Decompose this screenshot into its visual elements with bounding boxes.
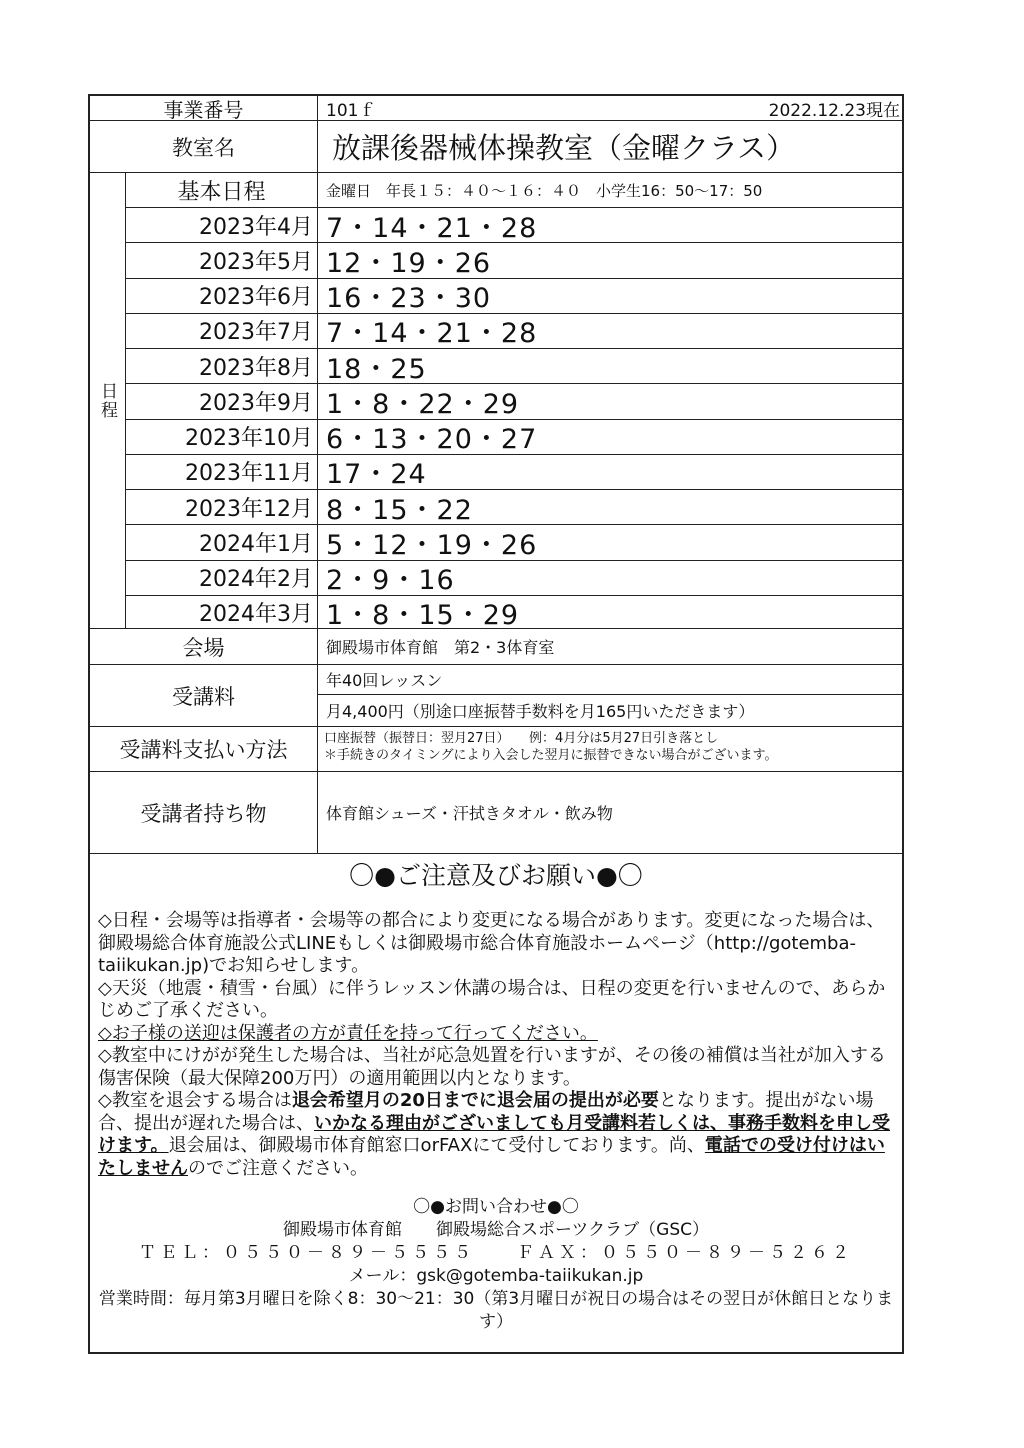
fee-lessons: 年40回レッスン — [318, 665, 902, 695]
schedule-row — [126, 455, 902, 490]
schedule-row — [126, 525, 902, 560]
schedule-month: 2024年3月 — [126, 596, 318, 629]
belongings-label: 受講者持ち物 — [90, 772, 318, 853]
schedule-month: 2023年4月 — [126, 208, 318, 242]
schedule-days: 6・13・20・27 — [326, 424, 538, 456]
schedule-month: 2023年10月 — [126, 420, 318, 454]
belongings-row — [90, 772, 902, 854]
class-name-value: 放課後器械体操教室（金曜クラス） — [332, 131, 796, 165]
schedule-row — [126, 314, 902, 349]
schedule-row — [126, 420, 902, 455]
schedule-days: 5・12・19・26 — [326, 529, 538, 561]
belongings-value: 体育館シューズ・汗拭きタオル・飲み物 — [326, 804, 613, 823]
notice-pickup: ◇お子様の送迎は保護者の方が責任を持って行ってください。 — [98, 1022, 598, 1044]
schedule-days: 12・19・26 — [326, 247, 492, 279]
class-name-row — [90, 121, 902, 173]
schedule-row — [126, 561, 902, 596]
contact-section — [98, 1196, 894, 1334]
schedule-row — [126, 349, 902, 384]
as-of-date: 2022.12.23現在 — [768, 100, 900, 121]
payment-label: 受講料支払い方法 — [90, 727, 318, 771]
schedule-days: 2・9・16 — [326, 565, 455, 597]
schedule-month: 2023年5月 — [126, 243, 318, 277]
schedule-days: 7・14・21・28 — [326, 318, 538, 350]
schedule-days: 1・8・15・29 — [326, 599, 520, 631]
schedule-month: 2023年7月 — [126, 314, 318, 348]
fee-label: 受講料 — [90, 665, 318, 726]
basic-schedule-row — [126, 173, 902, 208]
schedule-row — [126, 208, 902, 243]
contact-phones: ＴＥＬ：０５５０－８９－５５５５ ＦＡＸ：０５５０－８９－５２６２ — [139, 1243, 853, 1263]
schedule-month: 2023年11月 — [126, 455, 318, 489]
schedule-month: 2023年6月 — [126, 279, 318, 313]
contact-email: メール：gsk@gotemba-taiikukan.jp — [348, 1266, 644, 1286]
schedule-side-label: 日程 — [90, 173, 126, 628]
payment-row — [90, 727, 902, 772]
schedule-month: 2024年1月 — [126, 525, 318, 559]
notice-weather: ◇天災（地震・積雪・台風）に伴うレッスン休講の場合は、日程の変更を行いませんので、あらかじめご了承ください。 — [98, 977, 886, 1021]
business-number-cell — [318, 96, 902, 120]
contact-title: 〇●お問い合わせ●〇 — [413, 1197, 579, 1217]
schedule-month: 2023年12月 — [126, 490, 318, 524]
schedule-days: 1・8・22・29 — [326, 388, 520, 420]
basic-schedule-value: 金曜日 年長１５：４０～１６：４０ 小学生16：50～17：50 — [326, 181, 763, 200]
class-name-label: 教室名 — [90, 121, 318, 172]
venue-value: 御殿場市体育館 第2・3体育室 — [326, 638, 555, 657]
schedule-row — [126, 596, 902, 629]
schedule-days: 16・23・30 — [326, 283, 492, 315]
payment-value — [318, 730, 902, 771]
schedule-days: 8・15・22 — [326, 494, 473, 526]
schedule-days: 18・25 — [326, 353, 427, 385]
schedule-row — [126, 243, 902, 278]
schedule-month: 2023年8月 — [126, 349, 318, 383]
enrollment-sheet — [88, 94, 904, 1354]
schedule-month: 2023年9月 — [126, 384, 318, 418]
payment-method: 口座振替（振替日：翌月27日） 例：4月分は5月27日引き落とし — [324, 731, 719, 746]
notice-withdrawal: ◇教室を退会する場合は退会希望月の20日までに退会届の提出が必要となります。提出がない場合、提出が遅れた場合は、いかなる理由がございましても月受講料若しくは、事務手数料を申し受けます。退会届は、御殿場市体育館窓口orFAXにて受付しております。尚、電話での受け付けはいたしませんのでご注意ください。 — [98, 1090, 890, 1179]
venue-label: 会場 — [90, 629, 318, 664]
schedule-days: 17・24 — [326, 459, 427, 491]
schedule-row — [126, 384, 902, 419]
venue-row — [90, 629, 902, 665]
payment-note: ＊手続きのタイミングにより入会した翌月に振替できない場合がございます。 — [324, 748, 778, 763]
business-number-label: 事業番号 — [90, 96, 318, 120]
notice-schedule-change: ◇日程・会場等は指導者・会場等の都合により変更になる場合があります。変更になった場合は、御殿場総合体育施設公式LINEもしくは御殿場市総合体育施設ホームページ（http://gotemba-taiikukan.jp)でお知らせします。 — [98, 910, 885, 976]
schedule-row — [126, 490, 902, 525]
business-number-row — [90, 96, 902, 121]
business-number-value: 101ｆ — [326, 100, 376, 121]
notice-title: 〇●ご注意及びお願い●〇 — [349, 861, 643, 890]
notice-injury: ◇教室中にけがが発生した場合は、当社が応急処置を行いますが、その後の補償は当社が加入する傷害保険（最大保障200万円）の適用範囲以内となります。 — [98, 1045, 886, 1089]
fee-monthly: 月4,400円（別途口座振替手数料を月165円いただきます） — [326, 702, 755, 721]
contact-hours: 営業時間：毎月第3月曜日を除く8：30～21：30（第3月曜日が祝日の場合はその翌日が休館日となります） — [98, 1289, 894, 1332]
schedule-days: 7・14・21・28 — [326, 212, 538, 244]
notice-section — [90, 854, 902, 1352]
schedule-block — [90, 173, 902, 629]
contact-orgs: 御殿場市体育館 御殿場総合スポーツクラブ（GSC） — [283, 1220, 709, 1240]
schedule-row — [126, 279, 902, 314]
schedule-month: 2024年2月 — [126, 561, 318, 595]
fee-row — [90, 665, 902, 727]
basic-schedule-label: 基本日程 — [126, 173, 318, 207]
